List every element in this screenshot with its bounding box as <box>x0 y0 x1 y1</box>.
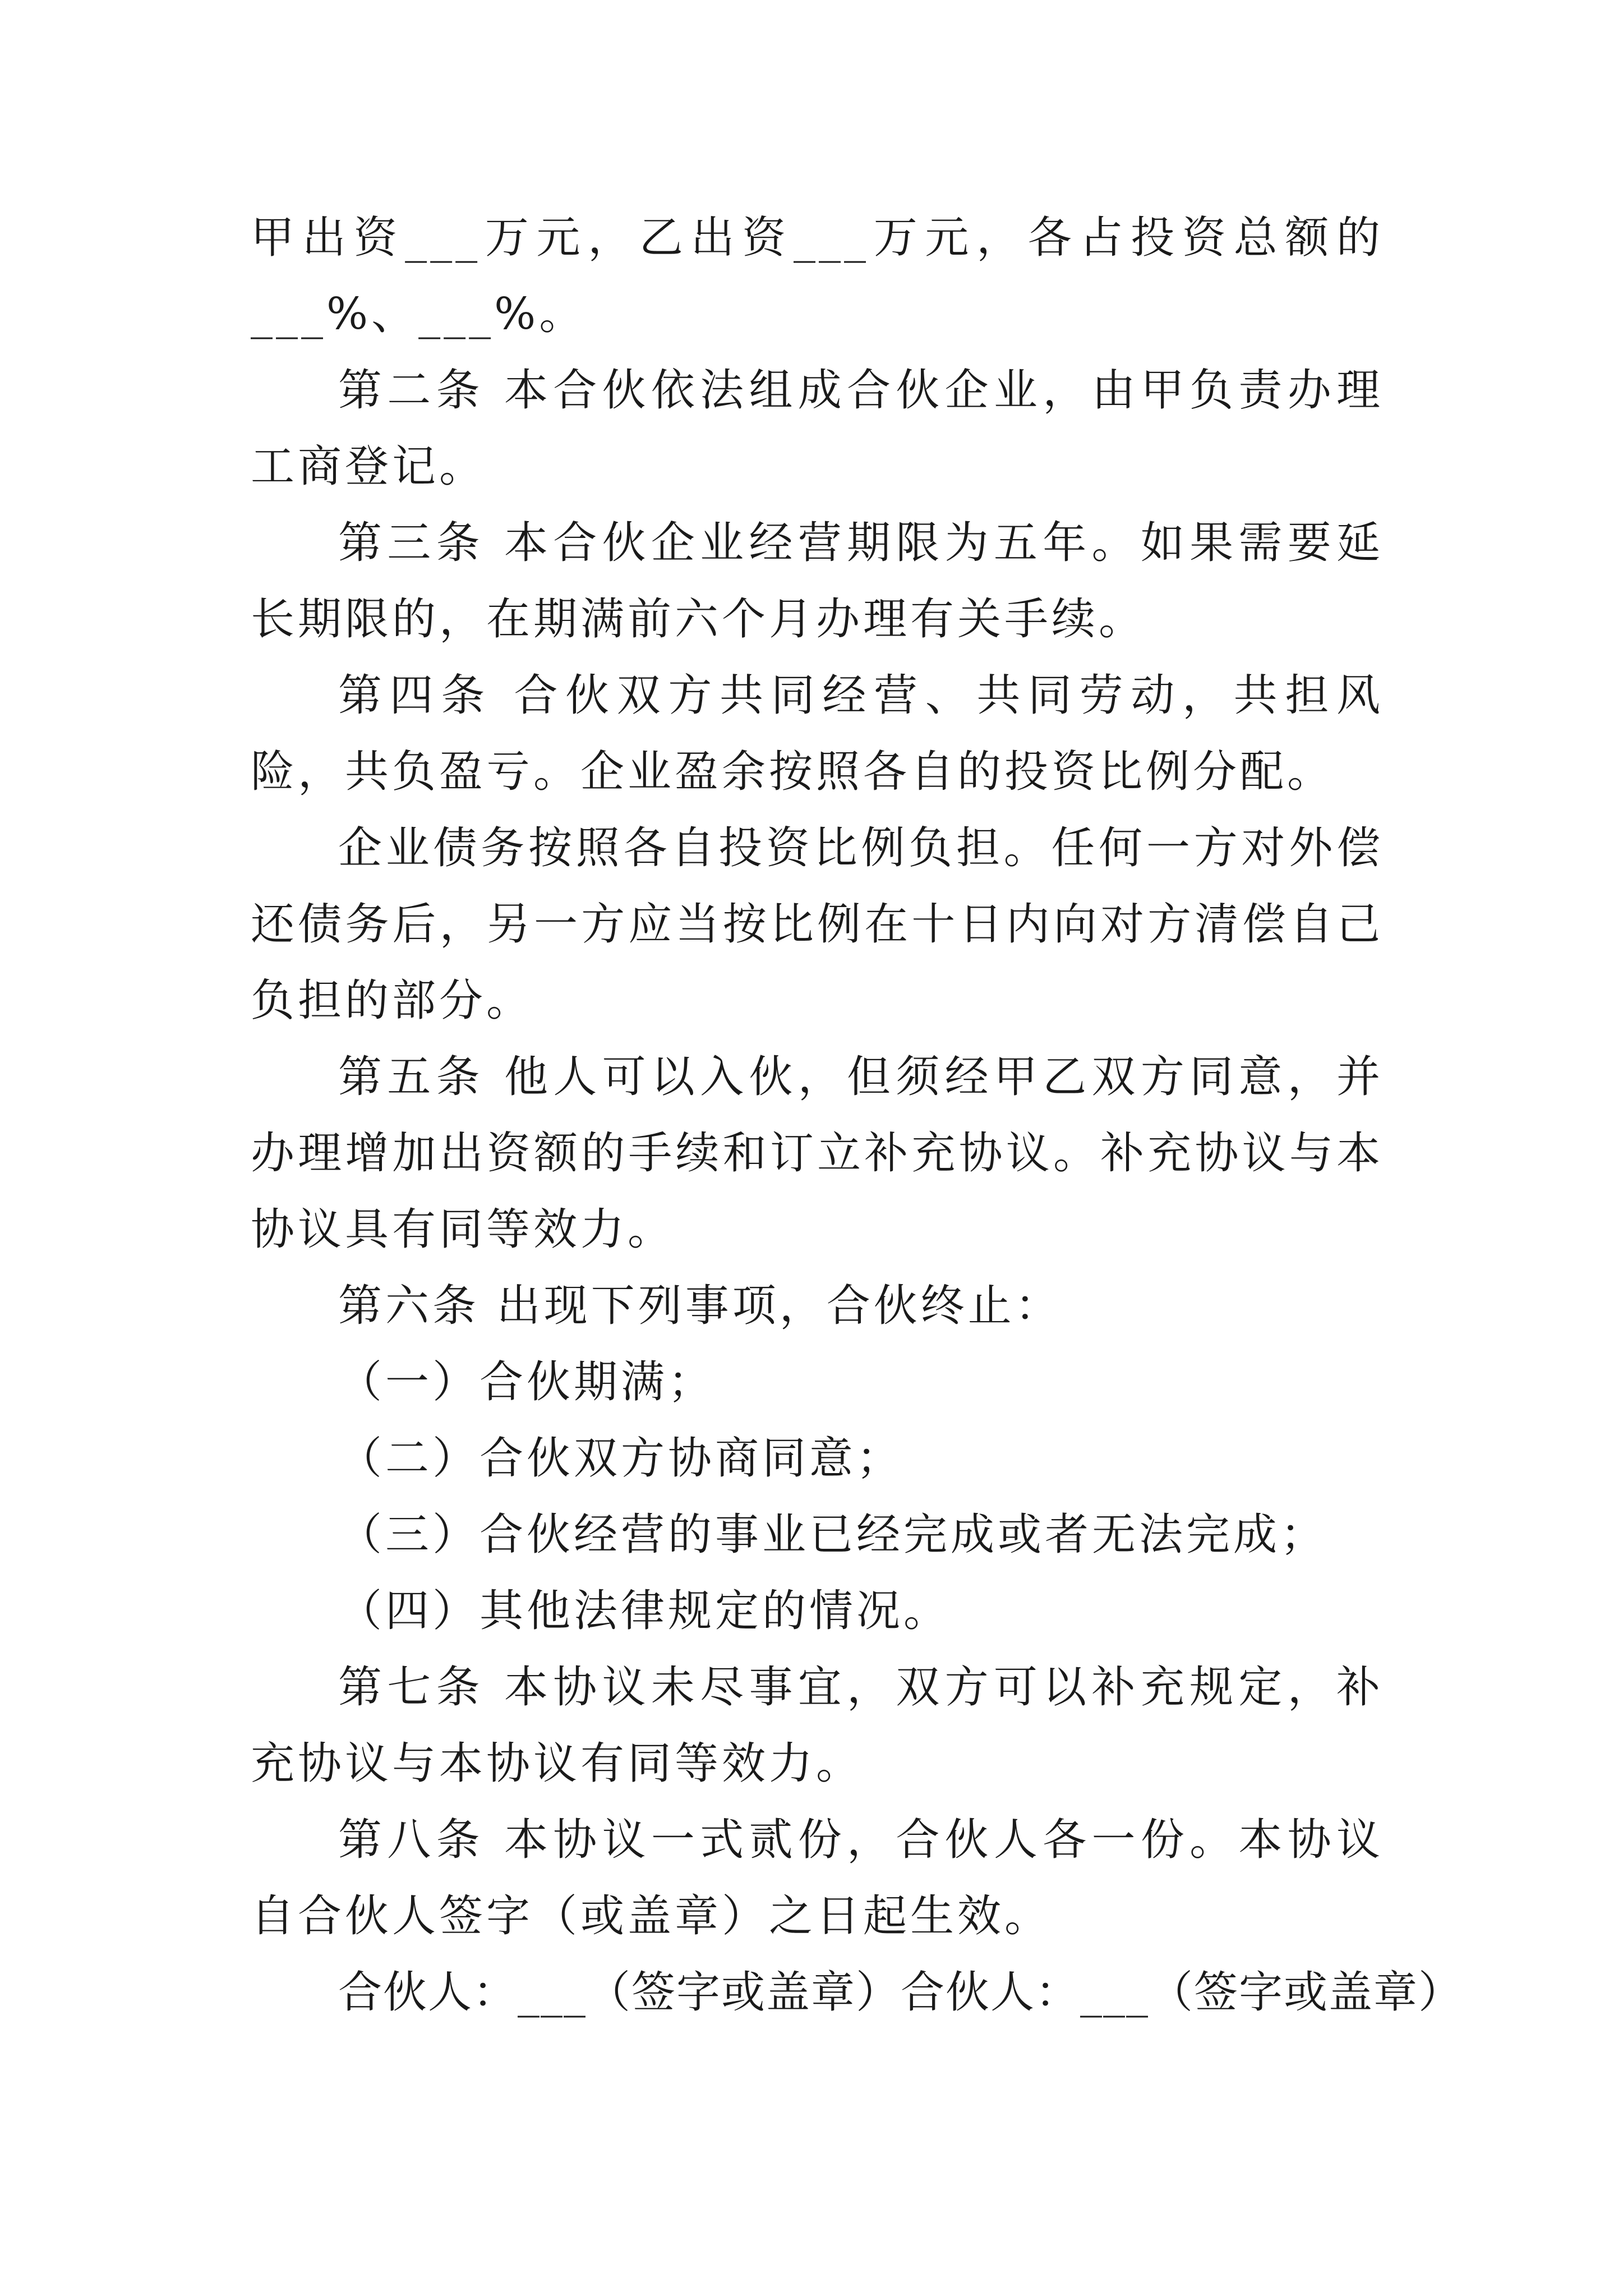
investment-paragraph: 甲出资___万元，乙出资___万元，各占投资总额的___%、___%。 <box>251 213 1384 339</box>
termination-item-1: （一）合伙期满； <box>338 1357 716 1407</box>
debt-paragraph: 企业债务按照各自投资比例负担。任何一方对外偿还债务后，另一方应当按比例在十日内向对方清偿自己负担的部分。 <box>251 823 1384 1026</box>
termination-item-3: （三）合伙经营的事业已经完成或者无法完成； <box>338 1510 1328 1560</box>
article-7-paragraph: 第七条 本协议未尽事宜，双方可以补充规定，补充协议与本协议有同等效力。 <box>251 1662 1384 1789</box>
article-5-paragraph: 第五条 他人可以入伙，但须经甲乙双方同意，并办理增加出资额的手续和订立补充协议。补充协议与本协议具有同等效力。 <box>251 1052 1384 1255</box>
article-3-paragraph: 第三条 本合伙企业经营期限为五年。如果需要延长期限的，在期满前六个月办理有关手续。 <box>251 518 1384 645</box>
document-body <box>251 200 1464 2031</box>
termination-item-4: （四）其他法律规定的情况。 <box>338 1586 951 1636</box>
article-2-paragraph: 第二条 本合伙依法组成合伙企业，由甲负责办理工商登记。 <box>251 365 1384 492</box>
article-8-paragraph: 第八条 本协议一式贰份，合伙人各一份。本协议自合伙人签字（或盖章）之日起生效。 <box>251 1815 1384 1941</box>
termination-item-2: （二）合伙双方协商同意； <box>338 1433 904 1484</box>
article-6-paragraph: 第六条 出现下列事项，合伙终止： <box>338 1281 1062 1331</box>
signature-line: 合伙人：___（签字或盖章）合伙人：___（签字或盖章） <box>338 1967 1464 2018</box>
article-4-paragraph: 第四条 合伙双方共同经营、共同劳动，共担风险，共负盈亏。企业盈余按照各自的投资比例分配。 <box>251 670 1384 797</box>
